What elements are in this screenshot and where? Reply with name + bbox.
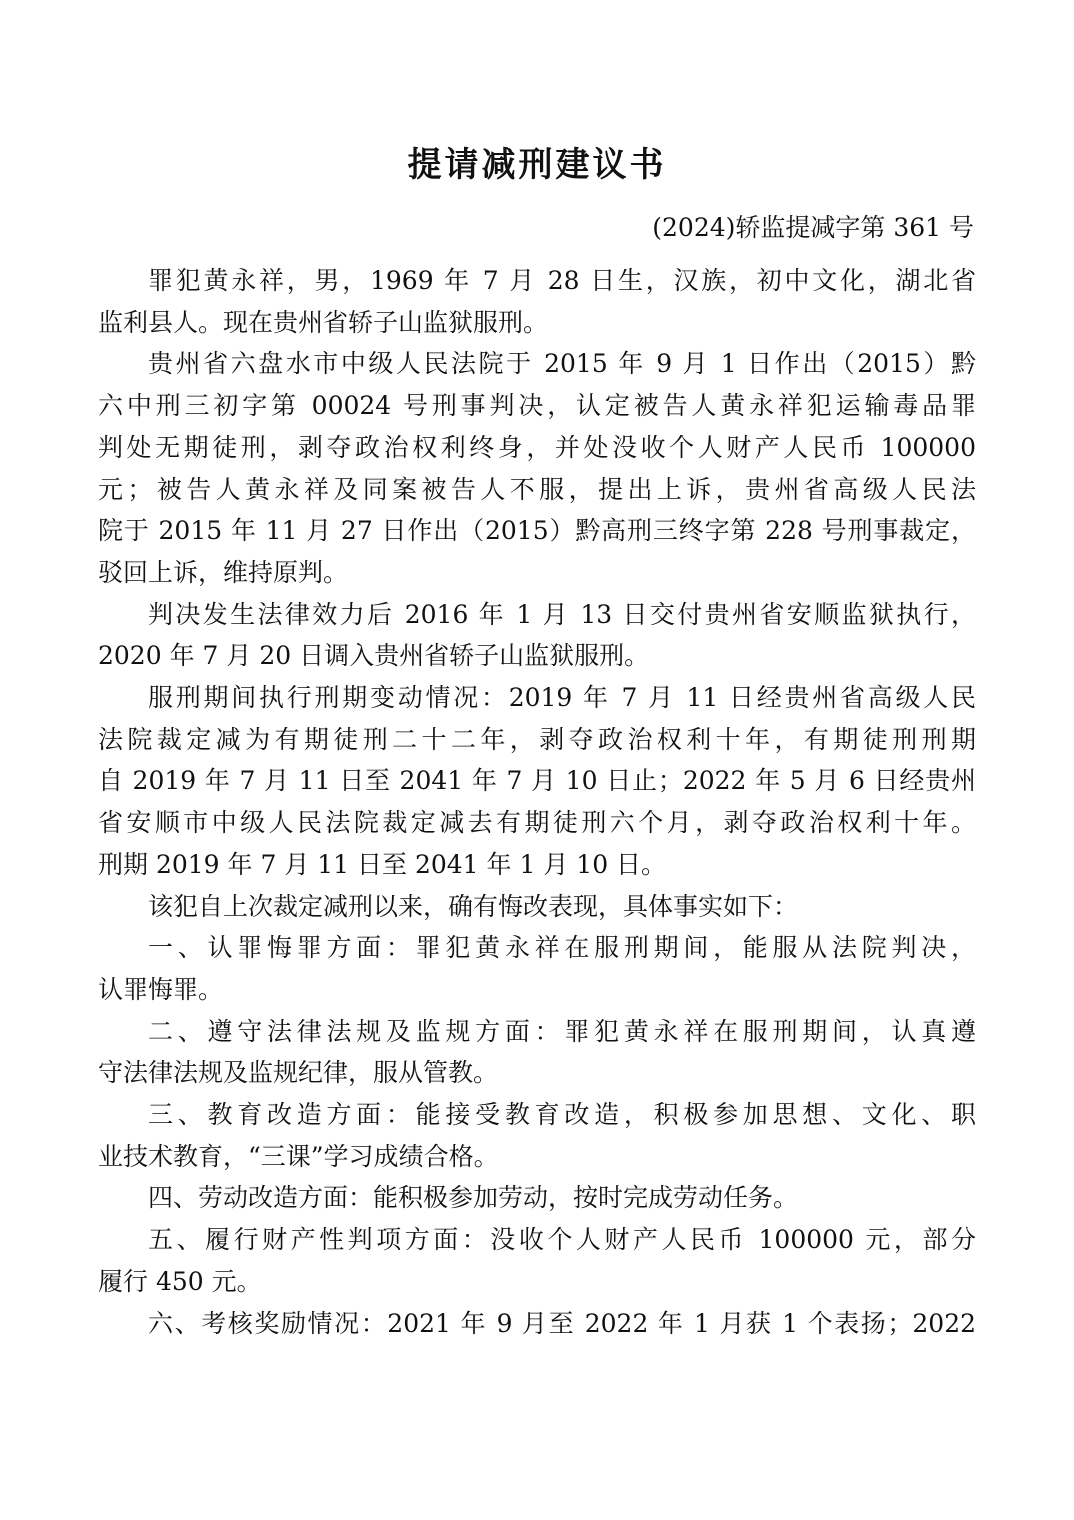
- paragraph-line: 四、劳动改造方面：能积极参加劳动，按时完成劳动任务。: [148, 1183, 799, 1213]
- paragraph-line: 罪犯黄永祥，男，1969 年 7 月 28 日生，汉族，初中文化，湖北省: [148, 266, 976, 295]
- paragraph-line: 二、遵守法律法规及监规方面：罪犯黄永祥在服刑期间，认真遵: [148, 1016, 976, 1046]
- paragraph: [98, 927, 976, 1010]
- paragraph: [98, 260, 976, 343]
- paragraph: [98, 1177, 976, 1219]
- paragraph-line: 六、考核奖励情况：2021 年 9 月至 2022 年 1 月获 1 个表扬；2022: [148, 1308, 976, 1338]
- paragraph-line: 三、教育改造方面：能接受教育改造，积极参加思想、文化、职: [148, 1100, 976, 1130]
- paragraph: [98, 1011, 976, 1094]
- paragraph-line: 元；被告人黄永祥及同案被告人不服，提出上诉，贵州省高级人民法: [98, 474, 976, 504]
- document-number: (2024)轿监提减字第 361 号: [652, 213, 974, 242]
- paragraph: [98, 594, 976, 677]
- paragraph-line: 业技术教育，“三课”学习成绩合格。: [98, 1141, 499, 1171]
- paragraph-line: 驳回上诉，维持原判。: [98, 557, 349, 587]
- paragraph: [98, 1303, 976, 1345]
- paragraph: [98, 677, 976, 886]
- paragraph-line: 履行 450 元。: [98, 1266, 262, 1296]
- paragraph-line: 院于 2015 年 11 月 27 日作出（2015）黔高刑三终字第 228 号刑事裁定，: [98, 516, 976, 546]
- paragraph-line: 判决发生法律效力后 2016 年 1 月 13 日交付贵州省安顺监狱执行，: [148, 599, 976, 629]
- paragraph-line: 守法律法规及监规纪律，服从管教。: [98, 1058, 499, 1088]
- document-title: 提请减刑建议书: [407, 145, 667, 185]
- paragraph-line: 法院裁定减为有期徒刑二十二年，剥夺政治权利十年，有期徒刑刑期: [98, 724, 976, 754]
- paragraph-line: 2020 年 7 月 20 日调入贵州省轿子山监狱服刑。: [98, 641, 650, 671]
- document-body: [98, 260, 976, 1344]
- paragraph-line: 认罪悔罪。: [98, 974, 224, 1004]
- paragraph-line: 六中刑三初字第 00024 号刑事判决，认定被告人黄永祥犯运输毒品罪: [98, 391, 976, 421]
- paragraph: [98, 1094, 976, 1177]
- paragraph: [98, 343, 976, 593]
- paragraph-line: 该犯自上次裁定减刑以来，确有悔改表现，具体事实如下：: [148, 891, 799, 921]
- paragraph: [98, 886, 976, 928]
- paragraph-line: 自 2019 年 7 月 11 日至 2041 年 7 月 10 日止；2022 年 5 月 6 日经贵州: [98, 766, 976, 796]
- paragraph-line: 五、履行财产性判项方面：没收个人财产人民币 100000 元，部分: [148, 1225, 976, 1255]
- paragraph-line: 刑期 2019 年 7 月 11 日至 2041 年 1 月 10 日。: [98, 849, 667, 879]
- paragraph-line: 一、认罪悔罪方面：罪犯黄永祥在服刑期间，能服从法院判决，: [148, 933, 976, 963]
- paragraph-line: 贵州省六盘水市中级人民法院于 2015 年 9 月 1 日作出（2015）黔: [148, 349, 976, 379]
- paragraph-line: 判处无期徒刑，剥夺政治权利终身，并处没收个人财产人民币 100000: [98, 432, 976, 462]
- paragraph-line: 监利县人。现在贵州省轿子山监狱服刑。: [98, 307, 549, 337]
- paragraph-line: 省安顺市中级人民法院裁定减去有期徒刑六个月，剥夺政治权利十年。: [98, 808, 976, 838]
- paragraph: [98, 1219, 976, 1302]
- paragraph-line: 服刑期间执行刑期变动情况：2019 年 7 月 11 日经贵州省高级人民: [148, 683, 976, 713]
